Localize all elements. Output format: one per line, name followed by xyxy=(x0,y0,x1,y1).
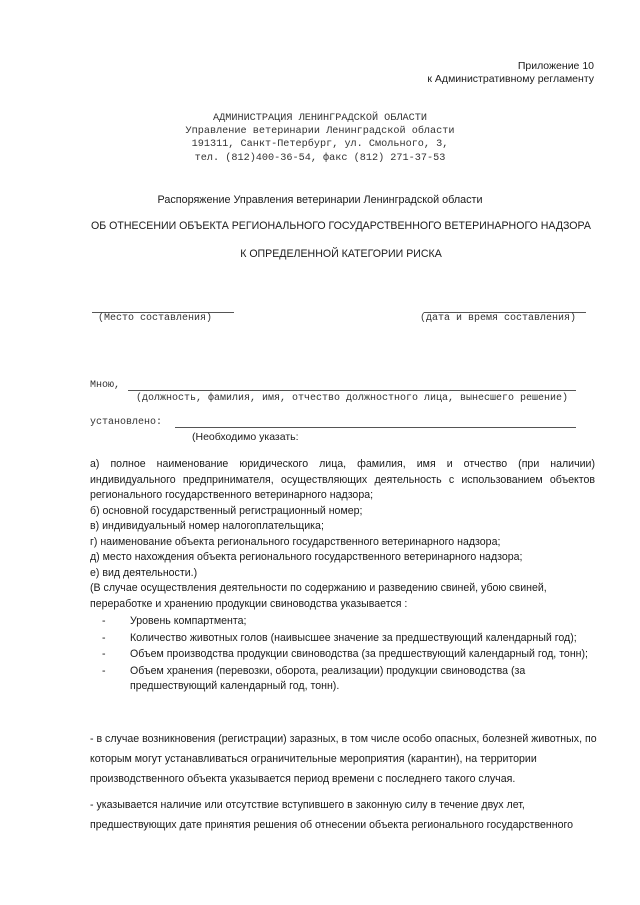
item-a-paragraph: а) полное наименование юридического лица, фамилия, имя и отчество (при наличии) индивидуального предпринимателя, осуществляющих деятельность с использованием объектов регионального государственного ветеринарного надзора; xyxy=(90,458,595,502)
subject-line-2: К ОПРЕДЕЛЕННОЙ КАТЕГОРИИ РИСКА xyxy=(240,248,442,260)
letterhead-line-2: Управление ветеринарии Ленинградской области xyxy=(185,126,455,138)
subject-line-1: ОБ ОТНЕСЕНИИ ОБЪЕКТА РЕГИОНАЛЬНОГО ГОСУДАРСТВЕННОГО ВЕТЕРИНАРНОГО НАДЗОРА xyxy=(91,220,591,232)
item-b: б) основной государственный регистрационный номер; xyxy=(90,505,363,517)
letterhead-line-4: тел. (812)400-36-54, факс (812) 271-37-53 xyxy=(194,152,446,164)
list-item xyxy=(90,631,600,647)
appendix-line-2: к Административному регламенту xyxy=(427,73,594,85)
appendix-note xyxy=(427,60,594,86)
list-item-text: Уровень компартмента; xyxy=(130,615,247,627)
pigs-intro-line-1: (В случае осуществления деятельности по содержанию и разведению свиней, убою свиней, xyxy=(90,582,547,594)
appendix-line-1: Приложение 10 xyxy=(517,60,594,72)
order-title: Распоряжение Управления ветеринарии Ленинградской области xyxy=(157,194,483,206)
official-field-line xyxy=(128,390,576,391)
item-d: д) место нахождения объекта регионального государственного ветеринарного надзора; xyxy=(90,551,523,563)
letterhead-line-3: 191311, Санкт-Петербург, ул. Смольного, 3, xyxy=(191,139,449,151)
letterhead-line-1: АДМИНИСТРАЦИЯ ЛЕНИНГРАДСКОЙ ОБЛАСТИ xyxy=(213,113,427,124)
item-g: г) наименование объекта регионального государственного ветеринарного надзора; xyxy=(90,536,501,548)
item-e: е) вид деятельности.) xyxy=(90,567,198,579)
dash-marker: - xyxy=(102,615,106,627)
list-item xyxy=(90,664,600,695)
list-item-text: Количество животных голов (наивысшее значение за предшествующий календарный год); xyxy=(130,631,577,644)
list-item xyxy=(90,647,600,663)
list-item xyxy=(90,614,600,630)
list-item-text: Объем производства продукции свиноводства (за предшествующий календарный год, тонн); xyxy=(130,648,588,661)
dash-marker: - xyxy=(102,631,106,644)
item-v: в) индивидуальный номер налогоплательщика; xyxy=(90,520,324,532)
diseases-paragraph: - в случае возникновения (регистрации) заразных, в том числе особо опасных, болезней животных, по которым могут устанавливаться ограничительные мероприятия (карантин), на территории производственного объекта указывается период времени с последнего такого случая. xyxy=(90,733,597,785)
pig-requirements-list xyxy=(90,614,600,696)
letterhead xyxy=(0,112,640,165)
dash-marker: - xyxy=(102,664,106,677)
dash-marker: - xyxy=(102,648,106,661)
list-item-text: Объем хранения (перевозки, оборота, реализации) продукции свиноводства (за предшествующий календарный год, тонн). xyxy=(130,664,526,693)
datetime-caption: (дата и время составления) xyxy=(420,313,577,324)
court-paragraph: - указывается наличие или отсутствие вступившего в законную силу в течение двух лет, предшествующих дате принятия решения об отнесении объекта регионального государственного xyxy=(90,799,574,831)
by-label: Мною, xyxy=(90,380,121,391)
place-caption: (Место составления) xyxy=(98,313,213,324)
pigs-intro-line-2: переработке и хранению продукции свиноводства указывается : xyxy=(90,598,408,610)
established-label: установлено: xyxy=(90,417,163,428)
official-caption: (должность, фамилия, имя, отчество должностного лица, вынесшего решение) xyxy=(135,393,569,404)
necessary-note: (Необходимо указать: xyxy=(192,431,299,443)
established-field-line xyxy=(175,427,576,428)
